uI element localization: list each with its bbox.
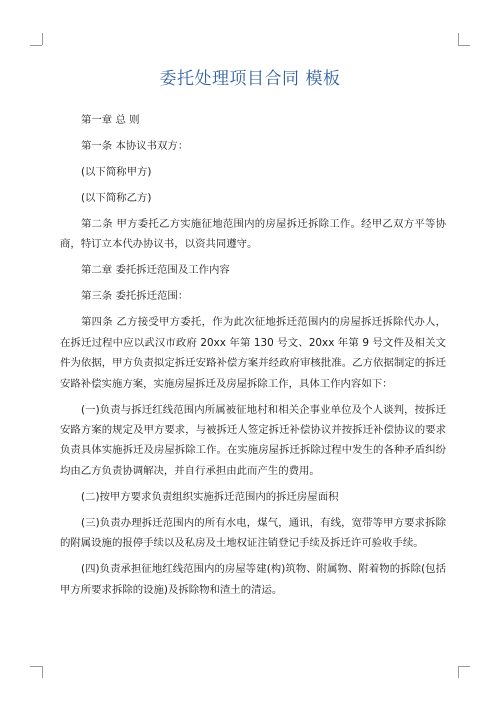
chapter-heading: 第二章 委托拆迁范围及工作内容 — [81, 264, 230, 277]
clause-paragraph: (三)负责办理拆迁范围内的所有水电，煤气，通讯，有线，宽带等甲方要求拆除的附属设施的报停手续以及私房及土地权证注销登记手续及拆迁许可验收手续。 — [60, 516, 446, 550]
clause-paragraph: (二)按甲方要求负责组织实施拆迁范围内的拆迁房屋面积 — [81, 490, 339, 503]
crop-mark-top-right-vertical — [458, 33, 459, 45]
crop-mark-bottom-left-horizontal — [30, 666, 42, 667]
crop-mark-top-right-horizontal — [458, 45, 470, 46]
document-body — [60, 110, 446, 606]
crop-mark-bottom-right-vertical — [458, 666, 459, 678]
article-paragraph: 第四条 乙方接受甲方委托，作为此次征地拆迁范围内的房屋拆迁拆除代办人，在拆迁过程中应以武汉市政府 20xx 年第 130 号文、20xx 年第 9 号文件及相关文件为依据，甲方负责拟定拆迁安路补偿方案并经政府审核批准。乙方依据制定的拆迁安路补偿实施方案，实施房屋拆迁及房屋拆除工作，具体工作内容如下： — [60, 316, 446, 390]
article-paragraph: 第二条 甲方委托乙方实施征地范围内的房屋拆迁拆除工作。经甲乙双方平等协商，特订立本代办协议书，以资共同遵守。 — [60, 218, 446, 251]
article-paragraph: 第一条 本协议书双方： — [81, 140, 189, 152]
crop-mark-top-left-vertical — [42, 33, 43, 45]
crop-mark-bottom-left-vertical — [42, 666, 43, 678]
party-a-line: (以下简称甲方) — [81, 166, 152, 178]
crop-mark-bottom-right-horizontal — [458, 666, 470, 667]
article-paragraph: 第三条 委托拆迁范围： — [81, 290, 189, 303]
party-b-line: (以下简称乙方) — [81, 192, 152, 204]
document-title: 委托处理项目合同 模板 — [159, 69, 341, 89]
chapter-heading: 第一章 总 则 — [81, 114, 140, 126]
clause-paragraph: (一)负责与拆迁红线范围内所属被征地村和相关企事业单位及个人谈判，按拆迁安路方案的规定及甲方要求，与被拆迁人签定拆迁补偿协议并按拆迁补偿协议的要求负责具体实施拆迁及房屋拆除工作。在实施房屋拆迁拆除过程中发生的各种矛盾纠纷均由乙方负责协调解决，并自行承担由此而产生的费用。 — [60, 403, 446, 477]
crop-mark-top-left-horizontal — [30, 45, 42, 46]
clause-paragraph: (四)负责承担征地红线范围内的房屋等建(构)筑物、附属物、附着物的拆除(包括甲方所要求拆除的设施)及拆除物和渣土的清运。 — [60, 563, 446, 596]
